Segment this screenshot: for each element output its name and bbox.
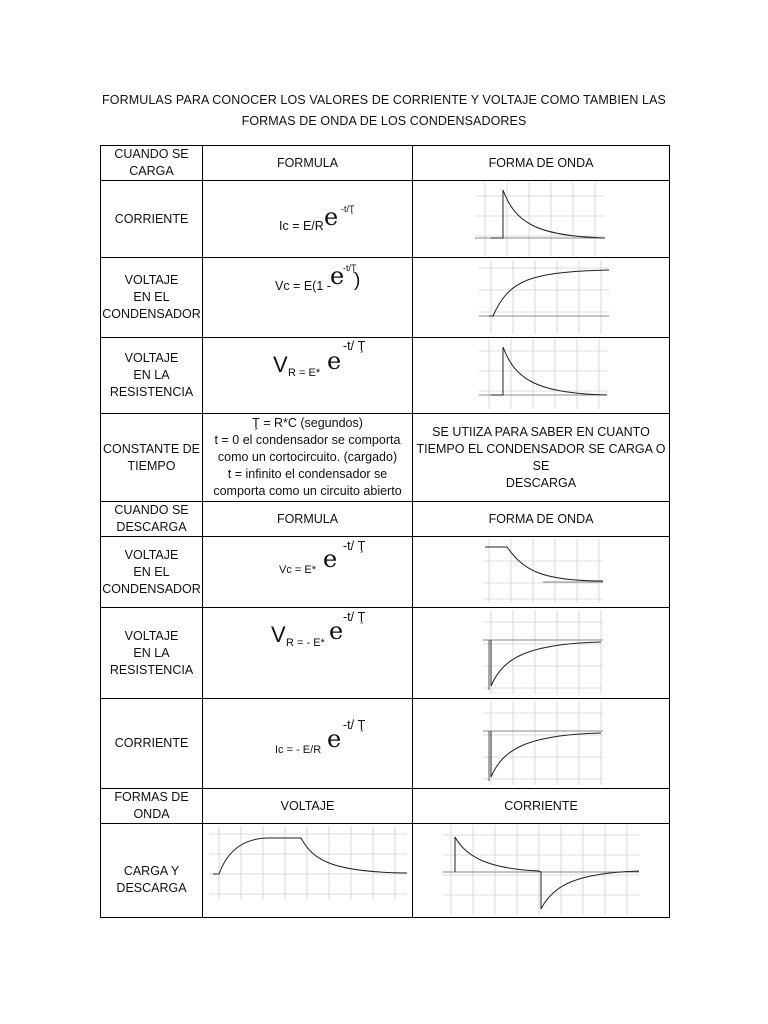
header-formas-de-onda: [101, 789, 203, 824]
header-text: CARGA: [129, 164, 174, 178]
formula-base: Ic = - E/R: [275, 744, 322, 756]
description-line: DESCARGA: [505, 475, 577, 490]
formula-vr-carga: [203, 338, 413, 414]
formula-vc-descarga: [203, 537, 413, 608]
label-line: CONDENSADOR: [102, 307, 201, 321]
row-corriente-descarga: [101, 699, 670, 789]
formula-sub: R = - E*: [286, 637, 325, 649]
header-cuando-se-carga: [101, 146, 203, 181]
header-formula: FORMULA: [203, 502, 413, 537]
formula-vr-descarga: [203, 608, 413, 699]
formula-line: comporta como un circuito abierto: [213, 484, 402, 498]
formula-exponent: -t/Ţ: [341, 204, 355, 214]
label-line: CONSTANTE DE: [103, 441, 200, 456]
formula-constante: [203, 414, 413, 502]
euler-e: e: [323, 545, 338, 573]
euler-e: e: [324, 203, 339, 231]
title-line-1: FORMULAS PARA CONOCER LOS VALORES DE CORRIENTE Y VOLTAJE COMO TAMBIEN LAS: [102, 93, 666, 107]
label-line: EN LA: [133, 368, 170, 382]
formula-corriente: [203, 181, 413, 258]
row-voltaje-condensador-carga: [101, 258, 670, 338]
header-cuando-se-descarga: [101, 502, 203, 537]
wave-cell: [413, 338, 670, 414]
voltage-discharge-wave: [483, 539, 603, 603]
euler-e: e: [330, 262, 345, 290]
label-corriente: CORRIENTE: [101, 699, 203, 789]
formula-v: V: [273, 352, 288, 377]
label-line: EN EL: [133, 290, 170, 304]
formula-base: Ic = E/R: [279, 219, 324, 233]
label-voltaje-condensador: [101, 537, 203, 608]
label-corriente: CORRIENTE: [101, 181, 203, 258]
euler-e: e: [327, 725, 342, 753]
formula-base: Vc = E(1 -: [275, 279, 331, 293]
formula-sub: R = E*: [288, 367, 321, 379]
label-line: EN LA: [133, 646, 170, 660]
header-forma-de-onda: FORMA DE ONDA: [413, 146, 670, 181]
formula-exponent: -t/ Ţ: [343, 339, 366, 353]
description-line: TIEMPO EL CONDENSADOR SE CARGA O SE: [416, 441, 666, 473]
charge-header-row: [101, 146, 670, 181]
capacitor-formulas-table: [100, 145, 670, 918]
label-line: CARGA Y: [123, 863, 180, 878]
document-title: [100, 90, 668, 132]
constante-description: [413, 414, 670, 502]
header-voltaje: VOLTAJE: [203, 789, 413, 824]
formula-exponent: -t/ Ţ: [343, 718, 366, 732]
voltage-rise-wave: [479, 260, 609, 334]
formula-vc-carga: [203, 258, 413, 338]
formula-exponent: -t/ Ţ: [343, 610, 366, 624]
title-line-2: FORMAS DE ONDA DE LOS CONDENSADORES: [241, 114, 527, 128]
formula-v: V: [271, 622, 286, 647]
label-line: RESISTENCIA: [109, 385, 194, 399]
wave-current-cell: [413, 824, 670, 918]
header-text: CUANDO SE: [114, 503, 189, 517]
formula-line: Ţ = R*C (segundos): [252, 416, 363, 430]
label-line: RESISTENCIA: [109, 663, 194, 677]
label-voltaje-resistencia: [101, 608, 203, 699]
formula-close-paren: ): [354, 270, 361, 291]
label-voltaje-resistencia: [101, 338, 203, 414]
euler-e: e: [329, 617, 344, 645]
header-corriente: CORRIENTE: [413, 789, 670, 824]
header-forma-de-onda: FORMA DE ONDA: [413, 502, 670, 537]
formula-base: Vc = E*: [279, 564, 316, 576]
header-text: DESCARGA: [116, 520, 187, 534]
waves-header-row: [101, 789, 670, 824]
label-line: EN EL: [133, 564, 170, 579]
row-voltaje-condensador-descarga: [101, 537, 670, 608]
voltage-decay-wave: [479, 339, 607, 409]
label-line: VOLTAJE: [124, 273, 179, 287]
header-formula: FORMULA: [203, 146, 413, 181]
label-line: DESCARGA: [116, 880, 187, 895]
label-constante-tiempo: [101, 414, 203, 502]
formula-line: t = 0 el condensador se comporta: [214, 433, 401, 447]
negative-spike-wave: [483, 610, 603, 694]
header-text: FORMAS DE: [114, 790, 189, 804]
row-carga-descarga: [101, 824, 670, 918]
discharge-header-row: [101, 502, 670, 537]
row-voltaje-resistencia-carga: [101, 338, 670, 414]
wave-cell: [413, 181, 670, 258]
row-corriente-carga: [101, 181, 670, 258]
euler-e: e: [327, 347, 342, 375]
current-decay-wave: [475, 182, 605, 256]
header-text: ONDA: [133, 807, 170, 821]
label-line: VOLTAJE: [124, 629, 179, 643]
wave-cell: [413, 537, 670, 608]
header-text: CUANDO SE: [114, 147, 189, 161]
row-constante-tiempo: [101, 414, 670, 502]
description-line: SE UTIIZA PARA SABER EN CUANTO: [432, 424, 650, 439]
label-carga-descarga: [101, 824, 203, 918]
wave-cell: [413, 258, 670, 338]
charge-discharge-current-wave: [443, 825, 639, 915]
wave-voltage-cell: [203, 824, 413, 918]
row-voltaje-resistencia-descarga: [101, 608, 670, 699]
formula-corriente-descarga: [203, 699, 413, 789]
label-line: VOLTAJE: [124, 351, 179, 365]
formula-exponent: -t/Ţ: [343, 263, 357, 273]
charge-discharge-voltage-wave: [209, 826, 407, 900]
label-voltaje-condensador: [101, 258, 203, 338]
formula-line: como un cortocircuito. (cargado): [217, 450, 398, 464]
formula-line: t = infinito el condensador se: [227, 467, 388, 481]
label-line: CONDENSADOR: [102, 581, 201, 596]
wave-cell: [413, 699, 670, 789]
formula-exponent: -t/ Ţ: [343, 539, 366, 553]
label-line: VOLTAJE: [124, 547, 179, 562]
label-line: TIEMPO: [127, 458, 176, 473]
negative-spike-wave: [483, 701, 603, 785]
wave-cell: [413, 608, 670, 699]
